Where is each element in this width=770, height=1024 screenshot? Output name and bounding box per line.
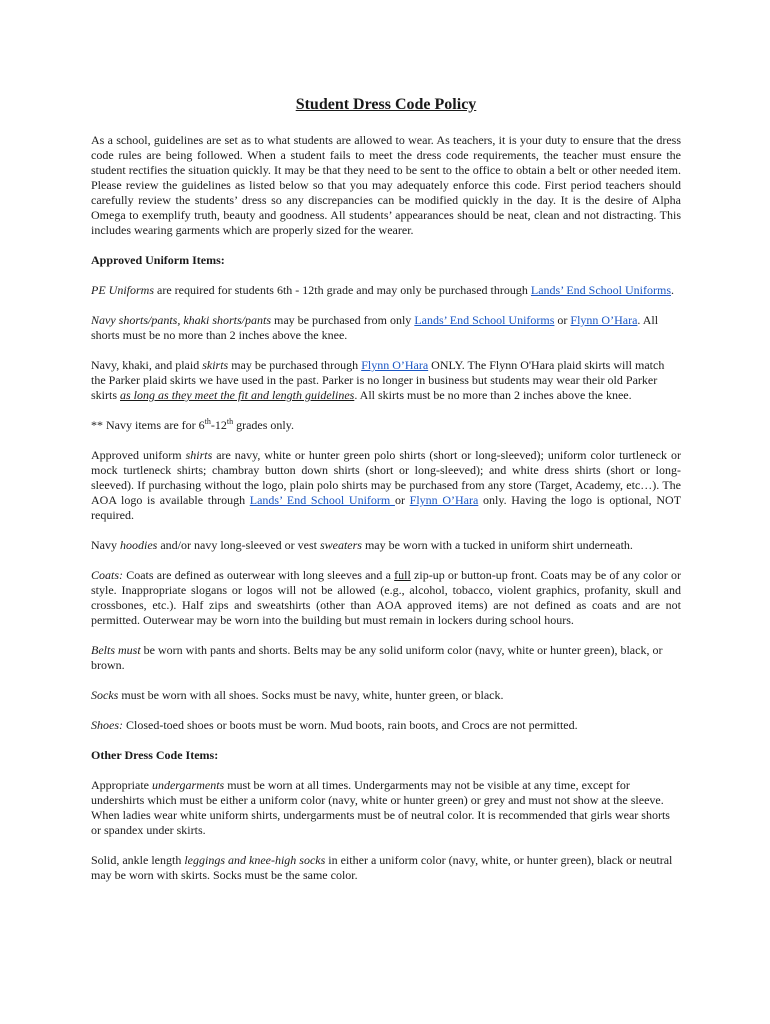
hoodies-paragraph (91, 538, 681, 553)
undergarments-paragraph (91, 778, 681, 838)
skirts-text-3: ONLY. The Flynn O'Hara plaid skirts will match the Parker plaid skirts we have used in the past. Parker is no longer in business but students may wear their old Parker skirts (91, 358, 665, 402)
navy-shorts-paragraph (91, 313, 681, 343)
socks-paragraph (91, 688, 681, 703)
full-emphasis: full (394, 568, 411, 582)
shirts-term: shirts (185, 448, 213, 462)
shirts-text-4: only. Having the logo is optional, NOT required. (91, 493, 682, 522)
hoodies-term: hoodies (120, 538, 158, 552)
shoes-term: Shoes: (91, 718, 123, 732)
belts-text: be worn with pants and shorts. Belts may be any solid uniform color (navy, white or hunter green), black, or brown. (91, 643, 663, 672)
navy-shorts-term: Navy shorts/pants, khaki shorts/pants (91, 313, 272, 327)
navy-note-sup: th (204, 417, 211, 426)
undergarments-term: undergarments (151, 778, 225, 792)
belts-term: Belts must (91, 643, 141, 657)
shirts-paragraph (91, 448, 681, 523)
shoes-paragraph (91, 718, 681, 733)
page-title: Student Dress Code Policy (295, 96, 477, 113)
leggings-text: Solid, ankle length (91, 853, 185, 867)
shoes-text: Closed-toed shoes or boots must be worn. Mud boots, rain boots, and Crocs are not permitted. (123, 718, 578, 732)
hoodies-text-2: and/or navy long-sleeved or vest (157, 538, 320, 552)
pe-uniforms-end: . (670, 283, 674, 297)
navy-note-text-3: grades only. (233, 418, 294, 432)
navy-note-text: ** Navy items are for 6 (91, 418, 205, 432)
shirts-text-2: are navy, white or hunter green polo shirts (short or long-sleeved); uniform color turtleneck or mock turtleneck shirts; chambray button down shirts (short or long-sleeved); and white dress shirts (short or long-sleeved). If purchasing without the logo, plain polo shirts may be purchased from any store (Target, Academy, etc…). The AOA logo is available through (91, 448, 681, 507)
navy-note-text-2: -12 (210, 418, 227, 432)
belts-paragraph (91, 643, 681, 673)
shirts-or: or (394, 493, 410, 507)
approved-items-heading: Approved Uniform Items: (91, 253, 225, 267)
undergarments-text-2: must be worn at all times. Undergarments may not be visible at any time, except for undershirts which must be either a uniform color (navy, white or hunter green) or grey and must not show at the sleeve. When ladies wear white uniform shirts, undergarments must be of neutral color. It is recommended that girls wear shorts or spandex under skirts. (91, 778, 670, 837)
flynn-ohara-link[interactable]: Flynn O’Hara (570, 313, 638, 327)
coats-paragraph (91, 568, 681, 628)
undergarments-text: Appropriate (91, 778, 152, 792)
pe-uniforms-term: PE Uniforms (91, 283, 154, 297)
pe-uniforms-text: are required for students 6th - 12th grade and may only be purchased through (154, 283, 531, 297)
flynn-ohara-link[interactable]: Flynn O’Hara (361, 358, 429, 372)
leggings-term: leggings and knee-high socks (184, 853, 326, 867)
coats-term: Coats: (91, 568, 124, 582)
intro-paragraph: As a school, guidelines are set as to what students are allowed to wear. As teachers, it is your duty to ensure that the dress code rules are being followed. When a student fails to meet the dress code requirements, the teacher must ensure the student rectifies the situation quickly. It may be that they need to be sent to the office to obtain a belt or other needed item. Please review the guidelines as listed below so that you may adequately enforce this code. First period teachers should carefully review the students’ dress so any discrepancies can be modified quickly in the day. It is the desire of Alpha Omega to exemplify truth, beauty and goodness. All students’ appearances should be neat, clean and not distracting. This includes wearing garments which are properly sized for the wearer. (91, 133, 681, 237)
lands-end-link[interactable]: Lands’ End School Uniforms (530, 283, 671, 297)
pe-uniforms-paragraph (91, 283, 681, 298)
skirts-term: skirts (202, 358, 229, 372)
navy-shorts-end: . All shorts must be no more than 2 inches above the knee. (91, 313, 659, 342)
hoodies-text: Navy (91, 538, 120, 552)
document-page (91, 95, 681, 898)
sweaters-term: sweaters (319, 538, 362, 552)
skirts-text: Navy, khaki, and plaid (91, 358, 203, 372)
navy-grades-note (91, 418, 681, 433)
lands-end-link[interactable]: Lands’ End School Uniforms (414, 313, 555, 327)
coats-text: Coats are defined as outerwear with long sleeves and a (123, 568, 395, 582)
socks-term: Socks (91, 688, 119, 702)
shirts-text: Approved uniform (91, 448, 186, 462)
flynn-ohara-link[interactable]: Flynn O’Hara (409, 493, 479, 507)
leggings-text-2: in either a uniform color (navy, white, or hunter green), black or neutral may be worn with skirts. Socks must be the same color. (91, 853, 673, 882)
skirts-text-4: . All skirts must be no more than 2 inches above the knee. (354, 388, 632, 402)
fit-guidelines-emphasis: as long as they meet the fit and length guidelines (120, 388, 355, 402)
skirts-paragraph (91, 358, 681, 403)
navy-shorts-or: or (554, 313, 571, 327)
skirts-text-2: may be purchased through (228, 358, 362, 372)
leggings-paragraph (91, 853, 681, 883)
navy-shorts-text: may be purchased from only (271, 313, 415, 327)
socks-text: must be worn with all shoes. Socks must be navy, white, hunter green, or black. (118, 688, 504, 702)
other-items-heading: Other Dress Code Items: (91, 748, 219, 762)
navy-note-sup-2: th (226, 417, 234, 426)
lands-end-link[interactable]: Lands’ End School Uniform (249, 493, 395, 507)
coats-text-2: zip-up or button-up front. Coats may be of any color or style. Inappropriate slogans or logos will not be allowed (e.g., alcohol, tobacco, violent graphics, profanity, skull and crossbones, etc.). Half zips and sweatshirts (other than AOA approved items) are not defined as coats and are not permitted. Outerwear may be worn into the building but must remain in lockers during school hours. (91, 568, 681, 627)
hoodies-text-3: may be worn with a tucked in uniform shirt underneath. (361, 538, 633, 552)
